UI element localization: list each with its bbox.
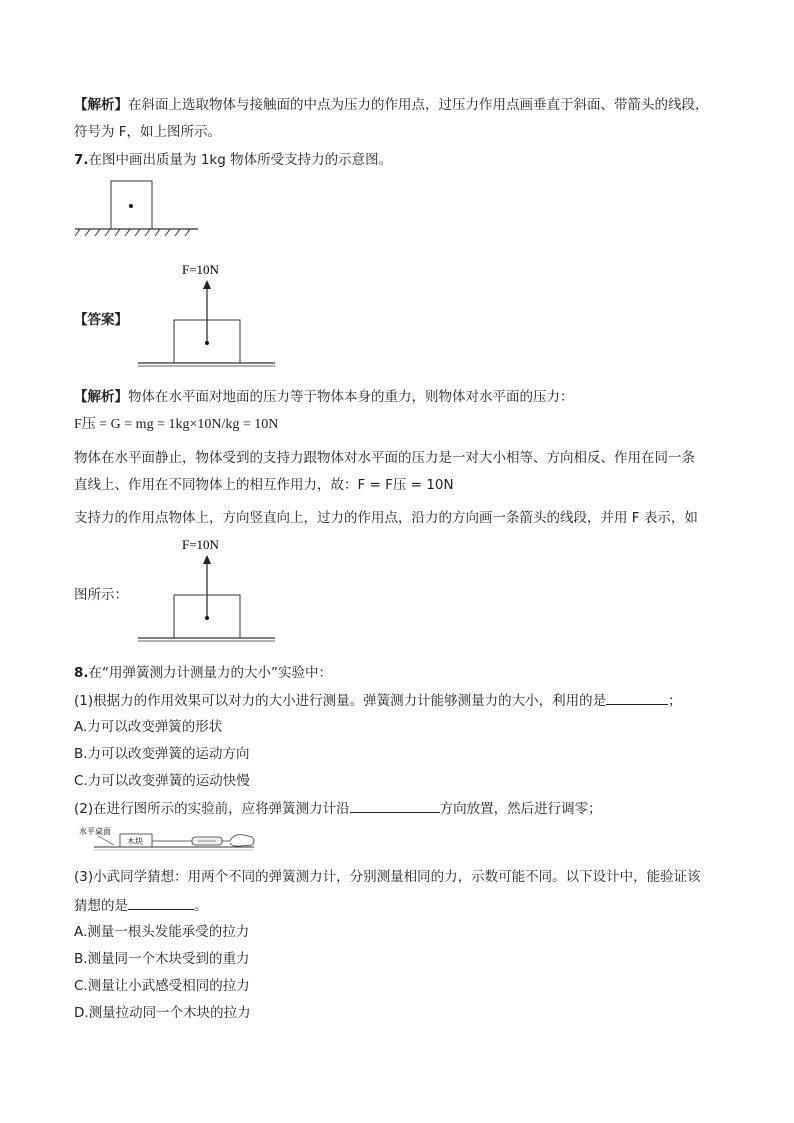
answer-tag: 【答案】 (74, 312, 128, 328)
q8-part1 (74, 691, 682, 710)
answer-blank-3[interactable] (128, 896, 194, 910)
question-8 (74, 664, 332, 682)
q7-analysis-line3: 直线上、作用在不同物体上的相互作用力，故：F = F压 = 10N (74, 477, 454, 493)
question-number: 8. (74, 665, 89, 681)
question-text: 在图中画出质量为 1kg 物体所受支持力的示意图。 (88, 152, 393, 168)
option-a: A.力可以改变弹簧的形状 (74, 719, 223, 735)
option-3d: D.测量拉动同一个木块的拉力 (74, 1005, 251, 1021)
analysis-tag: 【解析】 (74, 389, 128, 405)
analysis-tag: 【解析】 (74, 97, 128, 113)
q7-analysis-line2: 物体在水平面静止，物体受到的支持力跟物体对水平面的压力是一对大小相等、方向相反、作用在同一条 (74, 450, 695, 466)
prev-analysis-line1 (74, 96, 709, 114)
q7-analysis-line1 (74, 388, 574, 406)
answer-blank-1[interactable] (606, 691, 668, 705)
q7-analysis-line5: 图所示： (74, 587, 128, 603)
part1-end: ； (668, 693, 682, 709)
option-b: B.力可以改变弹簧的运动方向 (74, 746, 250, 762)
q7-analysis-line4: 支持力的作用点物体上，方向竖直向上，过力的作用点，沿力的方向画一条箭头的线段，并用 F 表示，如 (74, 510, 698, 526)
q8-part2 (74, 799, 602, 818)
analysis-text: 在斜面上选取物体与接触面的中点为压力的作用点，过压力作用点画垂直于斜面、带箭头的线段， (128, 97, 709, 113)
answer-figure (138, 258, 278, 368)
q8-part3b (74, 896, 208, 915)
surface-label: 水平桌面 (79, 827, 111, 836)
force-label: F=10N (182, 262, 219, 277)
analysis-text: 物体在水平面对地面的压力等于物体本身的重力，则物体对水平面的压力： (128, 389, 574, 405)
formula-line: F压 = G = mg = 1kg×10N/kg = 10N (74, 417, 279, 432)
analysis-figure (138, 533, 278, 643)
option-c: C.力可以改变弹簧的运动快慢 (74, 773, 250, 789)
option-3c: C.测量让小武感受相同的拉力 (74, 978, 250, 994)
part3-end: 。 (194, 898, 208, 914)
question-number: 7. (74, 152, 89, 168)
question-text: 在“用弹簧测力计测量力的大小”实验中： (88, 665, 333, 681)
part1-text: (1)根据力的作用效果可以对力的大小进行测量。弹簧测力计能够测量力的大小，利用的是 (74, 693, 607, 709)
q7-question-figure (70, 178, 205, 243)
option-3a: A.测量一根头发能承受的拉力 (74, 924, 250, 940)
answer-blank-2[interactable] (350, 799, 440, 813)
part3-text: 猜想的是 (74, 898, 128, 914)
block-label: 木块 (127, 837, 143, 846)
q8-part3: (3)小武同学猜想：用两个不同的弹簧测力计，分别测量相同的力，示数可能不同。以下设计中，能验证该 (74, 869, 701, 885)
part2-text: (2)在进行图所示的实验前，应将弹簧测力计沿 (74, 801, 350, 817)
force-label: F=10N (182, 537, 219, 552)
option-3b: B.测量同一个木块受到的重力 (74, 951, 250, 967)
question-7 (74, 151, 392, 169)
spring-scale-figure (74, 825, 274, 853)
part2-end: 方向放置，然后进行调零； (439, 801, 602, 817)
prev-analysis-line2: 符号为 F，如上图所示。 (74, 124, 222, 140)
